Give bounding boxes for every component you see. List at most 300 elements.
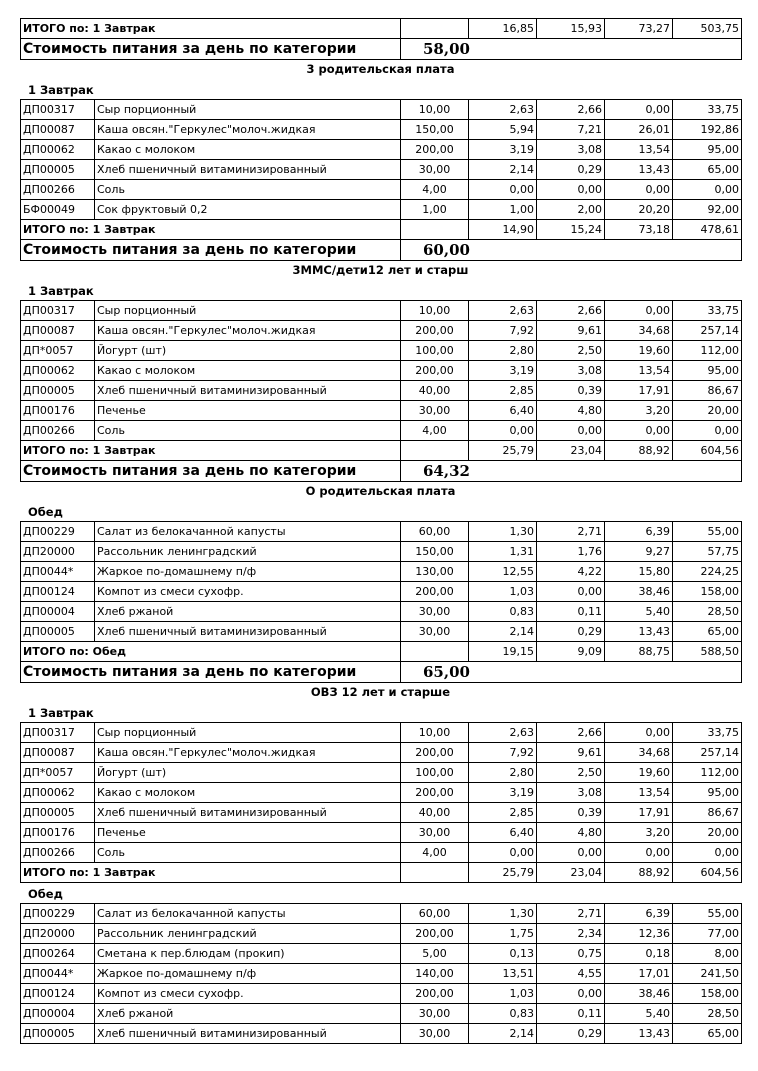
item-name: Хлеб пшеничный витаминизированный [95,803,401,823]
item-quantity: 60,00 [401,904,469,924]
item-value: 92,00 [673,200,742,220]
item-value: 2,66 [537,100,605,120]
item-value: 0,11 [537,602,605,622]
table-row [21,743,742,763]
item-quantity: 100,00 [401,341,469,361]
item-value: 28,50 [673,602,742,622]
item-value: 1,31 [469,542,537,562]
item-name: Рассольник ленинградский [95,924,401,944]
item-value: 0,00 [605,421,673,441]
item-value: 19,60 [605,763,673,783]
category-title: 3 родительская плата [306,62,455,76]
item-value: 2,50 [537,341,605,361]
item-quantity: 10,00 [401,100,469,120]
item-value: 95,00 [673,140,742,160]
table-row [21,120,742,140]
table-row [21,321,742,341]
total-value: 15,93 [537,19,605,39]
item-value: 0,00 [673,843,742,863]
item-value: 33,75 [673,301,742,321]
item-code: ДП00266 [21,421,95,441]
item-value: 57,75 [673,542,742,562]
item-value: 2,80 [469,341,537,361]
item-value: 0,00 [469,843,537,863]
table-row [21,904,742,924]
item-name: Какао с молоком [95,783,401,803]
item-value: 2,63 [469,301,537,321]
table-row [21,100,742,120]
item-value: 0,00 [537,180,605,200]
item-quantity: 40,00 [401,803,469,823]
total-value: 9,09 [537,642,605,662]
item-value: 1,00 [469,200,537,220]
item-value: 8,00 [673,944,742,964]
item-value: 0,18 [605,944,673,964]
meals-container [20,280,741,482]
item-value: 1,75 [469,924,537,944]
item-code: ДП00005 [21,622,95,642]
category-section [20,482,741,683]
item-value: 86,67 [673,803,742,823]
item-value: 241,50 [673,964,742,984]
table-row [21,723,742,743]
item-name: Соль [95,180,401,200]
table-row [21,622,742,642]
item-code: ДП00317 [21,100,95,120]
item-value: 158,00 [673,582,742,602]
item-code: ДП00087 [21,321,95,341]
item-code: ДП00005 [21,803,95,823]
total-qty-empty [401,642,469,662]
item-name: Какао с молоком [95,361,401,381]
item-code: ДП20000 [21,542,95,562]
daily-cost-value: 58,00 [401,39,742,60]
table-row [21,582,742,602]
meal-title: 1 Завтрак [28,706,94,720]
item-quantity: 140,00 [401,964,469,984]
item-value: 2,34 [537,924,605,944]
table-row [21,180,742,200]
item-value: 6,39 [605,522,673,542]
daily-cost-row [21,39,742,60]
item-name: Соль [95,421,401,441]
item-value: 20,00 [673,823,742,843]
item-value: 6,40 [469,401,537,421]
item-quantity: 30,00 [401,401,469,421]
item-value: 33,75 [673,100,742,120]
total-label: ИТОГО по: 1 Завтрак [21,441,401,461]
item-value: 17,01 [605,964,673,984]
daily-cost-row [21,461,742,482]
item-quantity: 30,00 [401,1024,469,1044]
item-value: 3,08 [537,783,605,803]
item-value: 2,14 [469,160,537,180]
item-value: 7,92 [469,321,537,341]
item-value: 1,30 [469,522,537,542]
menu-document [20,18,741,1044]
total-value: 88,75 [605,642,673,662]
item-quantity: 200,00 [401,783,469,803]
meal-total-row [21,441,742,461]
item-quantity: 200,00 [401,140,469,160]
item-value: 17,91 [605,803,673,823]
item-value: 13,54 [605,140,673,160]
category-section [20,60,741,261]
category-title: О родительская плата [305,484,456,498]
item-name: Сок фруктовый 0,2 [95,200,401,220]
item-code: ДП00264 [21,944,95,964]
item-code: ДП0044* [21,964,95,984]
table-row [21,361,742,381]
item-quantity: 5,00 [401,944,469,964]
item-value: 2,66 [537,301,605,321]
item-value: 3,19 [469,361,537,381]
item-value: 257,14 [673,743,742,763]
item-value: 2,71 [537,522,605,542]
meal-title: Обед [28,887,63,901]
item-value: 12,36 [605,924,673,944]
item-value: 28,50 [673,1004,742,1024]
item-value: 15,80 [605,562,673,582]
item-value: 0,00 [605,843,673,863]
item-value: 2,85 [469,381,537,401]
item-value: 34,68 [605,743,673,763]
total-qty-empty [401,863,469,883]
table-row [21,160,742,180]
item-quantity: 150,00 [401,542,469,562]
category-title: 3ММС/дети12 лет и старш [292,263,469,277]
item-value: 0,00 [537,984,605,1004]
meal-table [20,903,742,1044]
item-name: Йогурт (шт) [95,341,401,361]
item-value: 20,00 [673,401,742,421]
item-value: 20,20 [605,200,673,220]
total-value: 503,75 [673,19,742,39]
item-value: 2,50 [537,763,605,783]
table-row [21,964,742,984]
item-name: Компот из смеси сухофр. [95,582,401,602]
meal-table [20,99,742,261]
item-quantity: 4,00 [401,843,469,863]
item-value: 5,40 [605,1004,673,1024]
item-value: 0,83 [469,602,537,622]
item-code: ДП00229 [21,904,95,924]
item-value: 0,29 [537,622,605,642]
item-value: 65,00 [673,160,742,180]
item-name: Какао с молоком [95,140,401,160]
categories-container [20,60,741,1044]
item-quantity: 30,00 [401,622,469,642]
table-row [21,984,742,1004]
daily-cost-label: Стоимость питания за день по категории [21,662,401,683]
item-quantity: 200,00 [401,321,469,341]
item-code: ДП00005 [21,381,95,401]
table-row [21,823,742,843]
meal-section [20,501,741,683]
item-quantity: 4,00 [401,180,469,200]
meal-title: Обед [28,505,63,519]
total-value: 88,92 [605,863,673,883]
item-value: 55,00 [673,904,742,924]
item-name: Жаркое по-домашнему п/ф [95,964,401,984]
item-code: ДП00087 [21,743,95,763]
item-value: 9,61 [537,321,605,341]
item-value: 0,00 [469,180,537,200]
item-value: 4,55 [537,964,605,984]
item-code: ДП00176 [21,401,95,421]
table-row [21,522,742,542]
item-value: 33,75 [673,723,742,743]
total-value: 23,04 [537,863,605,883]
daily-cost-label: Стоимость питания за день по категории [21,39,401,60]
item-code: ДП00005 [21,160,95,180]
meal-total-row [21,642,742,662]
item-code: ДП00266 [21,843,95,863]
table-row [21,542,742,562]
item-value: 1,03 [469,984,537,1004]
item-name: Сыр порционный [95,301,401,321]
table-row [21,421,742,441]
item-value: 0,75 [537,944,605,964]
item-code: ДП00266 [21,180,95,200]
table-row [21,1024,742,1044]
item-value: 77,00 [673,924,742,944]
item-value: 0,13 [469,944,537,964]
item-value: 4,22 [537,562,605,582]
item-value: 38,46 [605,984,673,1004]
item-value: 9,61 [537,743,605,763]
table-row [21,301,742,321]
item-quantity: 200,00 [401,582,469,602]
meal-table [20,300,742,482]
item-value: 65,00 [673,1024,742,1044]
item-value: 65,00 [673,622,742,642]
item-name: Хлеб пшеничный витаминизированный [95,1024,401,1044]
item-code: ДП00087 [21,120,95,140]
item-value: 0,00 [469,421,537,441]
item-value: 0,00 [605,723,673,743]
item-code: ДП00062 [21,783,95,803]
daily-cost-value: 65,00 [401,662,742,683]
item-value: 3,08 [537,361,605,381]
item-value: 13,43 [605,160,673,180]
item-value: 0,00 [605,100,673,120]
item-value: 0,29 [537,1024,605,1044]
item-value: 2,14 [469,622,537,642]
item-value: 2,14 [469,1024,537,1044]
table-row [21,944,742,964]
item-quantity: 200,00 [401,984,469,1004]
item-code: ДП00124 [21,582,95,602]
meals-container [20,79,741,261]
item-name: Каша овсян."Геркулес"молоч.жидкая [95,321,401,341]
table-row [21,803,742,823]
table-row [21,381,742,401]
table-row [21,783,742,803]
category-section [20,683,741,1044]
item-code: ДП*0057 [21,763,95,783]
item-name: Печенье [95,401,401,421]
item-value: 2,71 [537,904,605,924]
item-quantity: 60,00 [401,522,469,542]
item-name: Хлеб пшеничный витаминизированный [95,160,401,180]
item-code: БФ00049 [21,200,95,220]
total-value: 478,61 [673,220,742,240]
item-value: 3,19 [469,783,537,803]
item-name: Хлеб пшеничный витаминизированный [95,381,401,401]
total-qty-empty [401,19,469,39]
item-quantity: 30,00 [401,602,469,622]
item-value: 13,43 [605,622,673,642]
daily-cost-value: 64,32 [401,461,742,482]
total-value: 588,50 [673,642,742,662]
item-value: 2,00 [537,200,605,220]
item-code: ДП00005 [21,1024,95,1044]
item-code: ДП*0057 [21,341,95,361]
item-value: 224,25 [673,562,742,582]
item-value: 6,39 [605,904,673,924]
item-value: 0,00 [605,180,673,200]
item-name: Печенье [95,823,401,843]
item-value: 1,76 [537,542,605,562]
item-name: Салат из белокачанной капусты [95,904,401,924]
item-name: Салат из белокачанной капусты [95,522,401,542]
top-summary-table [20,18,742,60]
item-code: ДП00317 [21,723,95,743]
item-value: 0,00 [673,180,742,200]
item-value: 112,00 [673,341,742,361]
item-value: 0,00 [537,843,605,863]
total-value: 23,04 [537,441,605,461]
item-value: 55,00 [673,522,742,542]
item-name: Каша овсян."Геркулес"молоч.жидкая [95,120,401,140]
item-value: 2,80 [469,763,537,783]
total-value: 73,27 [605,19,673,39]
meal-total-row [21,220,742,240]
item-value: 13,51 [469,964,537,984]
item-quantity: 200,00 [401,361,469,381]
item-code: ДП00229 [21,522,95,542]
category-title: ОВЗ 12 лет и старше [310,685,451,699]
total-label: ИТОГО по: Обед [21,642,401,662]
item-value: 1,03 [469,582,537,602]
item-value: 7,92 [469,743,537,763]
total-value: 25,79 [469,863,537,883]
item-value: 5,40 [605,602,673,622]
item-value: 4,80 [537,823,605,843]
item-value: 112,00 [673,763,742,783]
meals-container [20,702,741,1044]
daily-cost-row [21,240,742,261]
item-name: Хлеб пшеничный витаминизированный [95,622,401,642]
item-value: 86,67 [673,381,742,401]
item-value: 0,00 [673,421,742,441]
item-quantity: 100,00 [401,763,469,783]
item-value: 0,11 [537,1004,605,1024]
total-value: 15,24 [537,220,605,240]
item-value: 7,21 [537,120,605,140]
item-quantity: 130,00 [401,562,469,582]
table-row [21,341,742,361]
daily-cost-row [21,662,742,683]
table-row [21,140,742,160]
item-value: 6,40 [469,823,537,843]
table-row [21,602,742,622]
item-code: ДП00062 [21,361,95,381]
total-value: 19,15 [469,642,537,662]
item-code: ДП00062 [21,140,95,160]
item-code: ДП00317 [21,301,95,321]
item-value: 3,08 [537,140,605,160]
item-name: Рассольник ленинградский [95,542,401,562]
item-value: 3,20 [605,401,673,421]
total-value: 25,79 [469,441,537,461]
item-code: ДП00004 [21,1004,95,1024]
meal-total-row [21,863,742,883]
item-value: 2,63 [469,100,537,120]
item-quantity: 1,00 [401,200,469,220]
item-name: Жаркое по-домашнему п/ф [95,562,401,582]
item-value: 3,19 [469,140,537,160]
item-name: Соль [95,843,401,863]
item-value: 26,01 [605,120,673,140]
item-quantity: 4,00 [401,421,469,441]
item-value: 13,54 [605,361,673,381]
item-value: 1,30 [469,904,537,924]
table-row [21,562,742,582]
meal-title: 1 Завтрак [28,284,94,298]
item-name: Сметана к пер.блюдам (прокип) [95,944,401,964]
item-quantity: 30,00 [401,823,469,843]
item-value: 95,00 [673,361,742,381]
item-quantity: 40,00 [401,381,469,401]
item-quantity: 10,00 [401,301,469,321]
item-value: 2,63 [469,723,537,743]
total-qty-empty [401,441,469,461]
item-code: ДП0044* [21,562,95,582]
item-name: Хлеб ржаной [95,602,401,622]
item-quantity: 200,00 [401,924,469,944]
item-value: 0,00 [605,301,673,321]
meal-table [20,722,742,883]
total-label: ИТОГО по: 1 Завтрак [21,19,401,39]
item-value: 13,54 [605,783,673,803]
total-value: 88,92 [605,441,673,461]
item-value: 95,00 [673,783,742,803]
total-qty-empty [401,220,469,240]
total-value: 604,56 [673,441,742,461]
table-row [21,401,742,421]
table-row [21,763,742,783]
item-value: 12,55 [469,562,537,582]
item-value: 17,91 [605,381,673,401]
meal-section [20,280,741,482]
item-quantity: 150,00 [401,120,469,140]
item-quantity: 30,00 [401,1004,469,1024]
meals-container [20,501,741,683]
meal-total-row [21,19,742,39]
item-name: Каша овсян."Геркулес"молоч.жидкая [95,743,401,763]
item-name: Сыр порционный [95,723,401,743]
meal-section [20,883,741,1044]
total-value: 604,56 [673,863,742,883]
meal-section [20,79,741,261]
item-quantity: 10,00 [401,723,469,743]
item-value: 5,94 [469,120,537,140]
total-value: 16,85 [469,19,537,39]
category-section [20,261,741,482]
item-value: 3,20 [605,823,673,843]
